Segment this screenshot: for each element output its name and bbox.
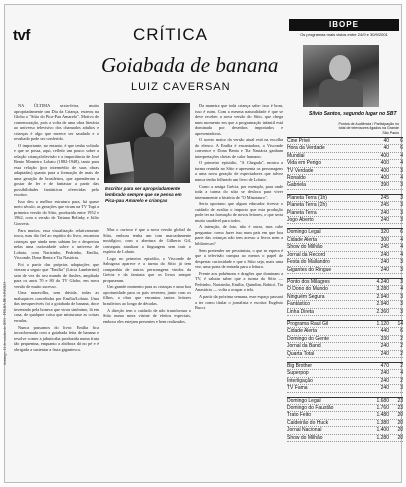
rating-points: 240 <box>380 385 389 392</box>
rating-share: 3 <box>400 278 403 285</box>
rating-share: 3 <box>400 385 403 392</box>
rating-share: 4 <box>400 160 403 167</box>
program-name: Gigantes do Ringue <box>287 266 332 273</box>
rating-share: 20 <box>397 434 403 441</box>
ratings-row <box>287 370 403 377</box>
ratings-row <box>287 420 403 427</box>
program-name: Planeta Terra (2h) <box>287 202 327 209</box>
program-name: Ronaldo <box>287 175 306 182</box>
rating-points: 245 <box>380 194 389 201</box>
rating-points: 320 <box>380 229 389 236</box>
ratings-row <box>287 279 403 286</box>
program-name: Domingo do Gente <box>287 335 329 342</box>
program-name: Cidade Alerta <box>287 328 318 335</box>
ratings-row <box>287 351 403 358</box>
rating-points: 240 <box>380 209 389 216</box>
program-name: Programa Raul Gil <box>287 320 329 327</box>
ratings-row <box>287 363 403 370</box>
ratings-row <box>287 195 403 202</box>
program-name: Cine Privé <box>287 138 311 144</box>
ratings-group <box>287 228 403 273</box>
rating-share: 6 <box>400 328 403 335</box>
rating-share: 3 <box>400 209 403 216</box>
ratings-row <box>287 267 403 274</box>
rating-points: 300 <box>380 236 389 243</box>
ratings-row <box>287 237 403 244</box>
ratings-row <box>287 385 403 392</box>
paragraph: Isso deu a melhor estrutura para, há quase meio século, as gerações que viram na TV Tupi a primeira versão do Sítio, produzida entre 1952 e 1962, com a versão de Tatiana Belinky e Júlio Gouveia. <box>14 198 99 226</box>
rating-points: 400 <box>380 152 389 159</box>
rating-share: 23 <box>397 405 403 411</box>
ratings-row <box>287 412 403 419</box>
paragraph: Nunca passamos do livro: Emília fica inconformada com a goiabada feita de banana e resolve comer a jabuticaba produzida numa fruta tão pequenina, enquanto a abóbora dá no pé e é obrigada a sustentar a fruta gigantesca. <box>14 324 99 352</box>
program-name: Jornal da Record <box>287 251 326 258</box>
program-name: Gabriela <box>287 182 306 189</box>
ibope-header: IBOPE <box>289 19 399 31</box>
rating-share: 3 <box>400 167 403 174</box>
rating-points: 470 <box>380 362 389 369</box>
brand-logo: tvf <box>13 27 30 44</box>
program-name: Show do Milhão <box>287 434 323 441</box>
program-name: Hora da Verdade <box>287 145 325 152</box>
paragraph: Mas o curioso é que a nova versão global do Sítio, embora tenha um tom marcadamente nostálgico, com a abertura de Gilberto Gil, conseguiu atualizar a linguagem sem trair o espírito de Lobato. <box>103 227 191 254</box>
ratings-row <box>287 343 403 350</box>
ratings-group <box>287 137 403 190</box>
rating-share: 2 <box>400 377 403 384</box>
rating-points: 1.380 <box>376 419 389 426</box>
rating-points: 1.480 <box>376 412 389 419</box>
program-name: Vida em Perigo <box>287 160 322 167</box>
ratings-row <box>287 153 403 160</box>
rating-points: 400 <box>380 175 389 182</box>
program-name: TV Verdade <box>287 167 314 174</box>
ratings-row <box>287 259 403 266</box>
article-photo <box>104 103 190 183</box>
program-name: Ponto dos Milagres <box>287 278 330 285</box>
ratings-row <box>287 210 403 217</box>
paragraph: A intenção, de fato, não é outra, mas cabe perguntar: como fazer isso num país em que boa parte das crianças não tem acesso a livros nem a bibliotecas? <box>195 224 283 246</box>
rating-points: 1.680 <box>376 397 389 404</box>
rating-points: 2.940 <box>376 293 389 300</box>
rating-share: 4 <box>400 244 403 251</box>
rating-share: 3 <box>400 266 403 273</box>
rating-points: 1.400 <box>376 427 389 434</box>
program-name: Planeta Terra (1h) <box>287 194 327 201</box>
rating-share: 6 <box>400 138 403 144</box>
program-name: Festa do Mallandro <box>287 259 330 266</box>
rating-points: 240 <box>380 266 389 273</box>
rating-share: 2 <box>400 362 403 369</box>
paragraph: Logo no primeiro episódio, o Visconde de Sabugosa aparece e a turma do Sítio já tem companhia de outros personagens vindos da Grécia e da fantasia que os livros sempre propuseram. <box>103 255 191 283</box>
rating-share: 3 <box>400 259 403 266</box>
program-name: Jornal da Band <box>287 343 321 350</box>
rating-points: 240 <box>380 343 389 350</box>
paragraph: Sem pretender ser pessimista, o que se espera é que a televisão cumpra ao menos o papel de despertar curiosidade e que o Sítio seja, mais uma vez, uma porta de entrada para a leitura. <box>195 247 283 270</box>
program-name: Interligação <box>287 377 313 384</box>
rating-points: 240 <box>380 259 389 266</box>
ratings-row <box>287 321 403 328</box>
photo-caption: Escritor para ser apropriadamente lembrado sempre que se pensa em Pica-pau Amarelo e crianças <box>105 186 182 203</box>
paragraph: O importante, no entanto, é que tenha voltado e que se possa, aqui, refletir um pouco sobre a relação criança/televisão e a importância de José Bento Monteiro Lobato (1882-1948), tanto para essa relação (por intermédio de suas obras adaptadas) quanto para a formação de mais de uma geração de brasileiros, que aprenderam a gostar de ler e de fantasiar a partir das possibilidades fantásticas oferecidas pelo escritor. <box>14 142 99 198</box>
paragraph: Foi a partir das próprias adaptações que vieram a seguir que "Emília" (Lúcia Lambertini) saiu de vez do seu mundo de ilusões, ampliada para os anos 70 e 80 da TV Globo, em nova versão de muito sucesso. <box>14 261 99 289</box>
rating-points: 4.240 <box>376 278 389 285</box>
rating-share: 4 <box>400 370 403 377</box>
program-name: Planeta Terra <box>287 209 317 216</box>
program-name: Superpop <box>287 370 309 377</box>
ratings-row <box>287 427 403 434</box>
rating-points: 40 <box>383 145 389 152</box>
ratings-group <box>287 362 403 393</box>
program-name: Domingo Legal <box>287 229 321 236</box>
ratings-row <box>287 182 403 189</box>
rating-points: 2.360 <box>376 308 389 315</box>
program-name: Show do Milhão <box>287 244 323 251</box>
article-column-3 <box>195 103 283 448</box>
rating-points: 1.120 <box>376 320 389 327</box>
ratings-row <box>287 244 403 251</box>
paragraph: A partir da próxima semana, esse espaço passará a ter como titular o jornalista e escritor Eugênio Bucci. <box>195 294 283 310</box>
ratings-group <box>287 397 403 442</box>
ratings-group <box>287 278 403 316</box>
ratings-row <box>287 252 403 259</box>
ratings-table <box>287 137 403 446</box>
ratings-row <box>287 229 403 236</box>
paragraph: O acerto maior da versão atual está na escolha do elenco. A Emília é encantadora, o Visconde convence e Dona Benta e Tia Nastácia ganham interpretações cheias de calor humano. <box>195 137 283 159</box>
paragraph: Seria oportuno que algum educador tivesse o cuidado de avaliar o impacto que esta produção pode ter na formação de novos leitores, o que seria muito saudável para todos. <box>195 201 283 223</box>
program-name: Cidade Alerta <box>287 236 318 243</box>
rating-share: 4 <box>400 286 403 293</box>
rating-points: 240 <box>380 377 389 384</box>
rating-share: 20 <box>397 427 403 434</box>
rating-share: 3 <box>400 194 403 201</box>
rating-share: 2 <box>400 335 403 342</box>
rating-points: 2.940 <box>376 301 389 308</box>
paragraph: Um grande momento para as crianças e uma boa oportunidade para os pais reverem, junto com os filhos, a obra que encantou tantos leitores brasileiros ao longo de décadas. <box>103 284 191 306</box>
rating-share: 20 <box>397 412 403 419</box>
ratings-row <box>287 202 403 209</box>
ratings-row <box>287 175 403 182</box>
program-name: Big Brother <box>287 362 313 369</box>
ratings-row <box>287 168 403 175</box>
article-column-2 <box>103 227 191 432</box>
paragraph: Uma maravilha, sem dúvida, todas as maluquices concebidas por Emília/Lobato. Uma das inesquecíveis foi a goiabada de banana, doce inventado pela boneca que virou sinônimo, lá em casa, de qualquer coisa que misturasse as coisas erradas. <box>14 290 99 323</box>
rating-points: 400 <box>380 167 389 174</box>
program-name: Jogo Aberto <box>287 217 314 224</box>
newspaper-page <box>4 4 402 483</box>
paragraph: Para muitos, essa visualização relativamente tosca, mas tão fiel ao espírito do livro, encantou crianças que ainda nem sabiam ler e despertou nelas uma curiosidade sobre o universo de Lobato, com Narizinho, Pedrinho, Emília, Visconde, Dona Benta e Tia Nastácia. <box>14 227 99 261</box>
program-name: Domingo do Faustão <box>287 405 334 411</box>
rating-share: 4 <box>400 175 403 182</box>
rating-points: 240 <box>380 251 389 258</box>
ratings-row <box>287 160 403 167</box>
program-name: Quarta Total <box>287 350 315 357</box>
paragraph: O primeiro episódio, "A Chegada", mostra a turma reunida no Sítio e apresenta os personagens a uma nova geração de espectadores que talvez nunca tenha folheado um livro de Lobato. <box>195 160 283 182</box>
ratings-row <box>287 138 403 145</box>
program-name: Fantástico <box>287 301 311 308</box>
paragraph: Da maneira que toda criança sabe: isso é bom, isso é ruim. Com a mesma naturalidade é que se deve receber a nova versão do Sítio, que chega num momento em que a programação infantil está dominada por desenhos importados e apresentadoras. <box>195 103 283 136</box>
ratings-row <box>287 435 403 442</box>
rating-share: 4 <box>400 236 403 243</box>
ratings-sidebar <box>287 19 403 479</box>
rating-points: 400 <box>380 160 389 167</box>
margin-text: domingo, 14 de outubro de 2001 · FOLHA DE S.PAULO <box>3 282 7 365</box>
rating-share: 3 <box>400 308 403 315</box>
ratings-row <box>287 398 403 405</box>
rating-share: 6 <box>400 229 403 236</box>
ratings-row <box>287 309 403 316</box>
program-name: Mundial <box>287 152 305 159</box>
program-name: Linha Direta <box>287 308 314 315</box>
sidebar-photo <box>303 45 379 107</box>
program-name: Domingo Legal <box>287 397 321 404</box>
rating-points: 245 <box>380 244 389 251</box>
program-name: Caldeirão do Huck <box>287 419 329 426</box>
paragraph: Frente aos pokémons e dragões que dominam a TV, é salutar saber que a turma do Sítio — Pedrinho, Narizinho, Emília, Quindim, Rabicó, Tia Anastácia — volta a ocupar a tela. <box>195 270 283 293</box>
ratings-row <box>287 405 403 412</box>
rating-points: 390 <box>380 182 389 189</box>
rating-share: 3 <box>400 293 403 300</box>
rating-share: 4 <box>400 251 403 258</box>
ratings-group <box>287 320 403 358</box>
rating-points: 3.280 <box>376 286 389 293</box>
rating-points: 240 <box>380 350 389 357</box>
rating-share: 3 <box>400 182 403 189</box>
paragraph: Como a amiga Grécia, por exemplo, para onde toda a turma do sítio se desloca para viver intensamente a história de "O Minotauro". <box>195 183 283 200</box>
rating-points: 240 <box>380 217 389 224</box>
rating-points: 440 <box>380 328 389 335</box>
ratings-row <box>287 217 403 224</box>
rating-points: 330 <box>380 335 389 342</box>
ratings-group <box>287 194 403 225</box>
ratings-row <box>287 145 403 152</box>
ratings-row <box>287 301 403 308</box>
rating-points: 40 <box>383 138 389 144</box>
paragraph: A direção tem o cuidado de não transformar o Sítio numa mera vitrine de efeitos especiais, embora eles estejam presentes e bem realizados. <box>103 307 191 324</box>
program-name: Ninguém Segura <box>287 293 325 300</box>
program-name: O Dono do Mundo <box>287 286 328 293</box>
program-name: Jornal Nacional <box>287 427 322 434</box>
program-name: Trato Feito <box>287 412 311 419</box>
rating-points: 245 <box>380 202 389 209</box>
sidebar-photo-caption: Silvio Santos, segundo lugar no SBT <box>309 111 397 117</box>
rating-share: 23 <box>397 397 403 404</box>
ratings-legend: Pontos de Audiência / Participação no total de televisores ligados na Grande São Paulo <box>338 122 399 135</box>
ratings-row <box>287 336 403 343</box>
ratings-row <box>287 378 403 385</box>
rating-share: 14 <box>397 320 403 327</box>
ratings-row <box>287 286 403 293</box>
author-byline: LUIZ CAVERSAN <box>131 81 231 93</box>
rating-share: 4 <box>400 152 403 159</box>
ibope-subtitle: Os programas mais vistos entre 24/9 e 30/9/2001 <box>300 32 388 37</box>
rating-share: 3 <box>400 301 403 308</box>
rating-share: 6 <box>400 145 403 152</box>
rating-points: 240 <box>380 370 389 377</box>
paragraph: NA ÚLTIMA sexta-feira, muito apropriadamente um Dia da Criança, estreou na Globo o "Sítio do Pica-Pau Amarelo". Motivo de comemoração, pois a volta de uma obra literária ao universo televisivo dos chamados adultos e crianças é algo que merece ser saudado e o resultado pode ser conferido. <box>14 103 99 141</box>
rating-points: 1.760 <box>376 405 389 411</box>
rating-share: 20 <box>397 419 403 426</box>
rating-points: 1.280 <box>376 434 389 441</box>
program-name: TV Fama <box>287 385 308 392</box>
article-title: Goiabada de banana <box>101 53 279 77</box>
rating-share: 2 <box>400 350 403 357</box>
article-column-1 <box>14 103 99 433</box>
section-label: CRÍTICA <box>133 25 208 44</box>
ratings-row <box>287 294 403 301</box>
rating-share: 3 <box>400 217 403 224</box>
ratings-row <box>287 328 403 335</box>
rating-share: 3 <box>400 202 403 209</box>
rating-share: 2 <box>400 343 403 350</box>
